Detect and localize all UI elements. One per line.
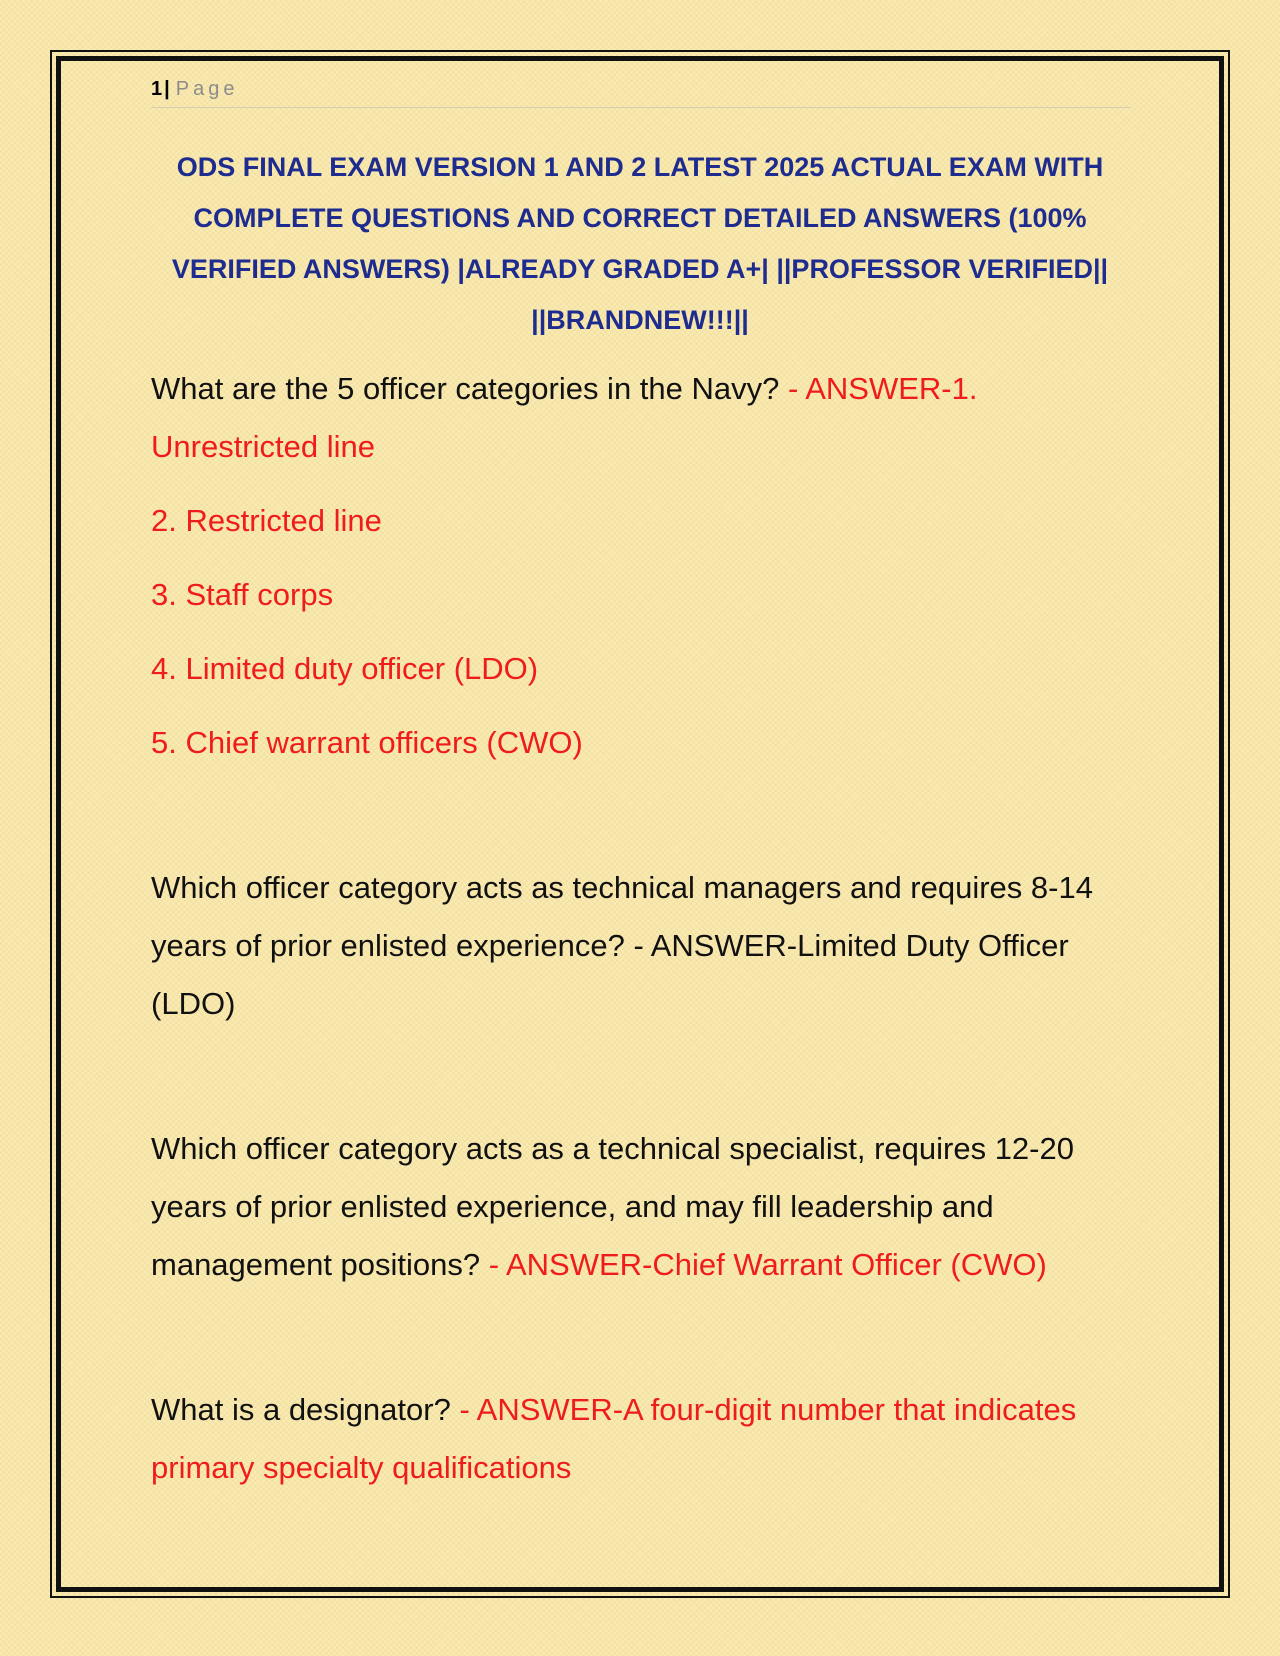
answer-text: - ANSWER-Limited Duty Officer (LDO) [151, 928, 1069, 1021]
answer-text: - ANSWER-1. Unrestricted line [151, 371, 978, 464]
page-header [151, 78, 1131, 108]
question-text: Which officer category acts as a technical specialist, requires 12-20 years of prior enlisted experience, and may fill leadership and management positions? [151, 1131, 1074, 1282]
qa-item-1 [151, 360, 1131, 476]
question-text: Which officer category acts as technical managers and requires 8-14 years of prior enlisted experience? [151, 870, 1093, 963]
answer-list-item: 4. Limited duty officer (LDO) [151, 651, 539, 686]
qa-content [151, 360, 1131, 1497]
page-word: Page [175, 78, 239, 100]
page-number: 1 [151, 78, 163, 100]
qa-item-4 [151, 1381, 1131, 1497]
qa-item-3 [151, 1120, 1131, 1294]
answer-list-item: 2. Restricted line [151, 503, 382, 538]
answer-text: - ANSWER-Chief Warrant Officer (CWO) [480, 1247, 1047, 1282]
answer-list-item: 3. Staff corps [151, 577, 334, 612]
question-text: What is a designator? [151, 1392, 451, 1427]
answer-text: - ANSWER-A four-digit number that indicates primary specialty qualifications [151, 1392, 1077, 1485]
page-separator: | [164, 78, 170, 100]
document-title: ODS FINAL EXAM VERSION 1 AND 2 LATEST 2025 ACTUAL EXAM WITH COMPLETE QUESTIONS AND CORRECT DETAILED ANSWERS (100% VERIFIED ANSWERS) |ALREADY GRADED A+| ||PROFESSOR VERIFIED|| ||BRANDNEW!!!|| [171, 152, 1109, 335]
qa-item-2 [151, 859, 1131, 1033]
question-text: What are the 5 officer categories in the Navy? [151, 371, 780, 406]
answer-list-item: 5. Chief warrant officers (CWO) [151, 725, 583, 760]
